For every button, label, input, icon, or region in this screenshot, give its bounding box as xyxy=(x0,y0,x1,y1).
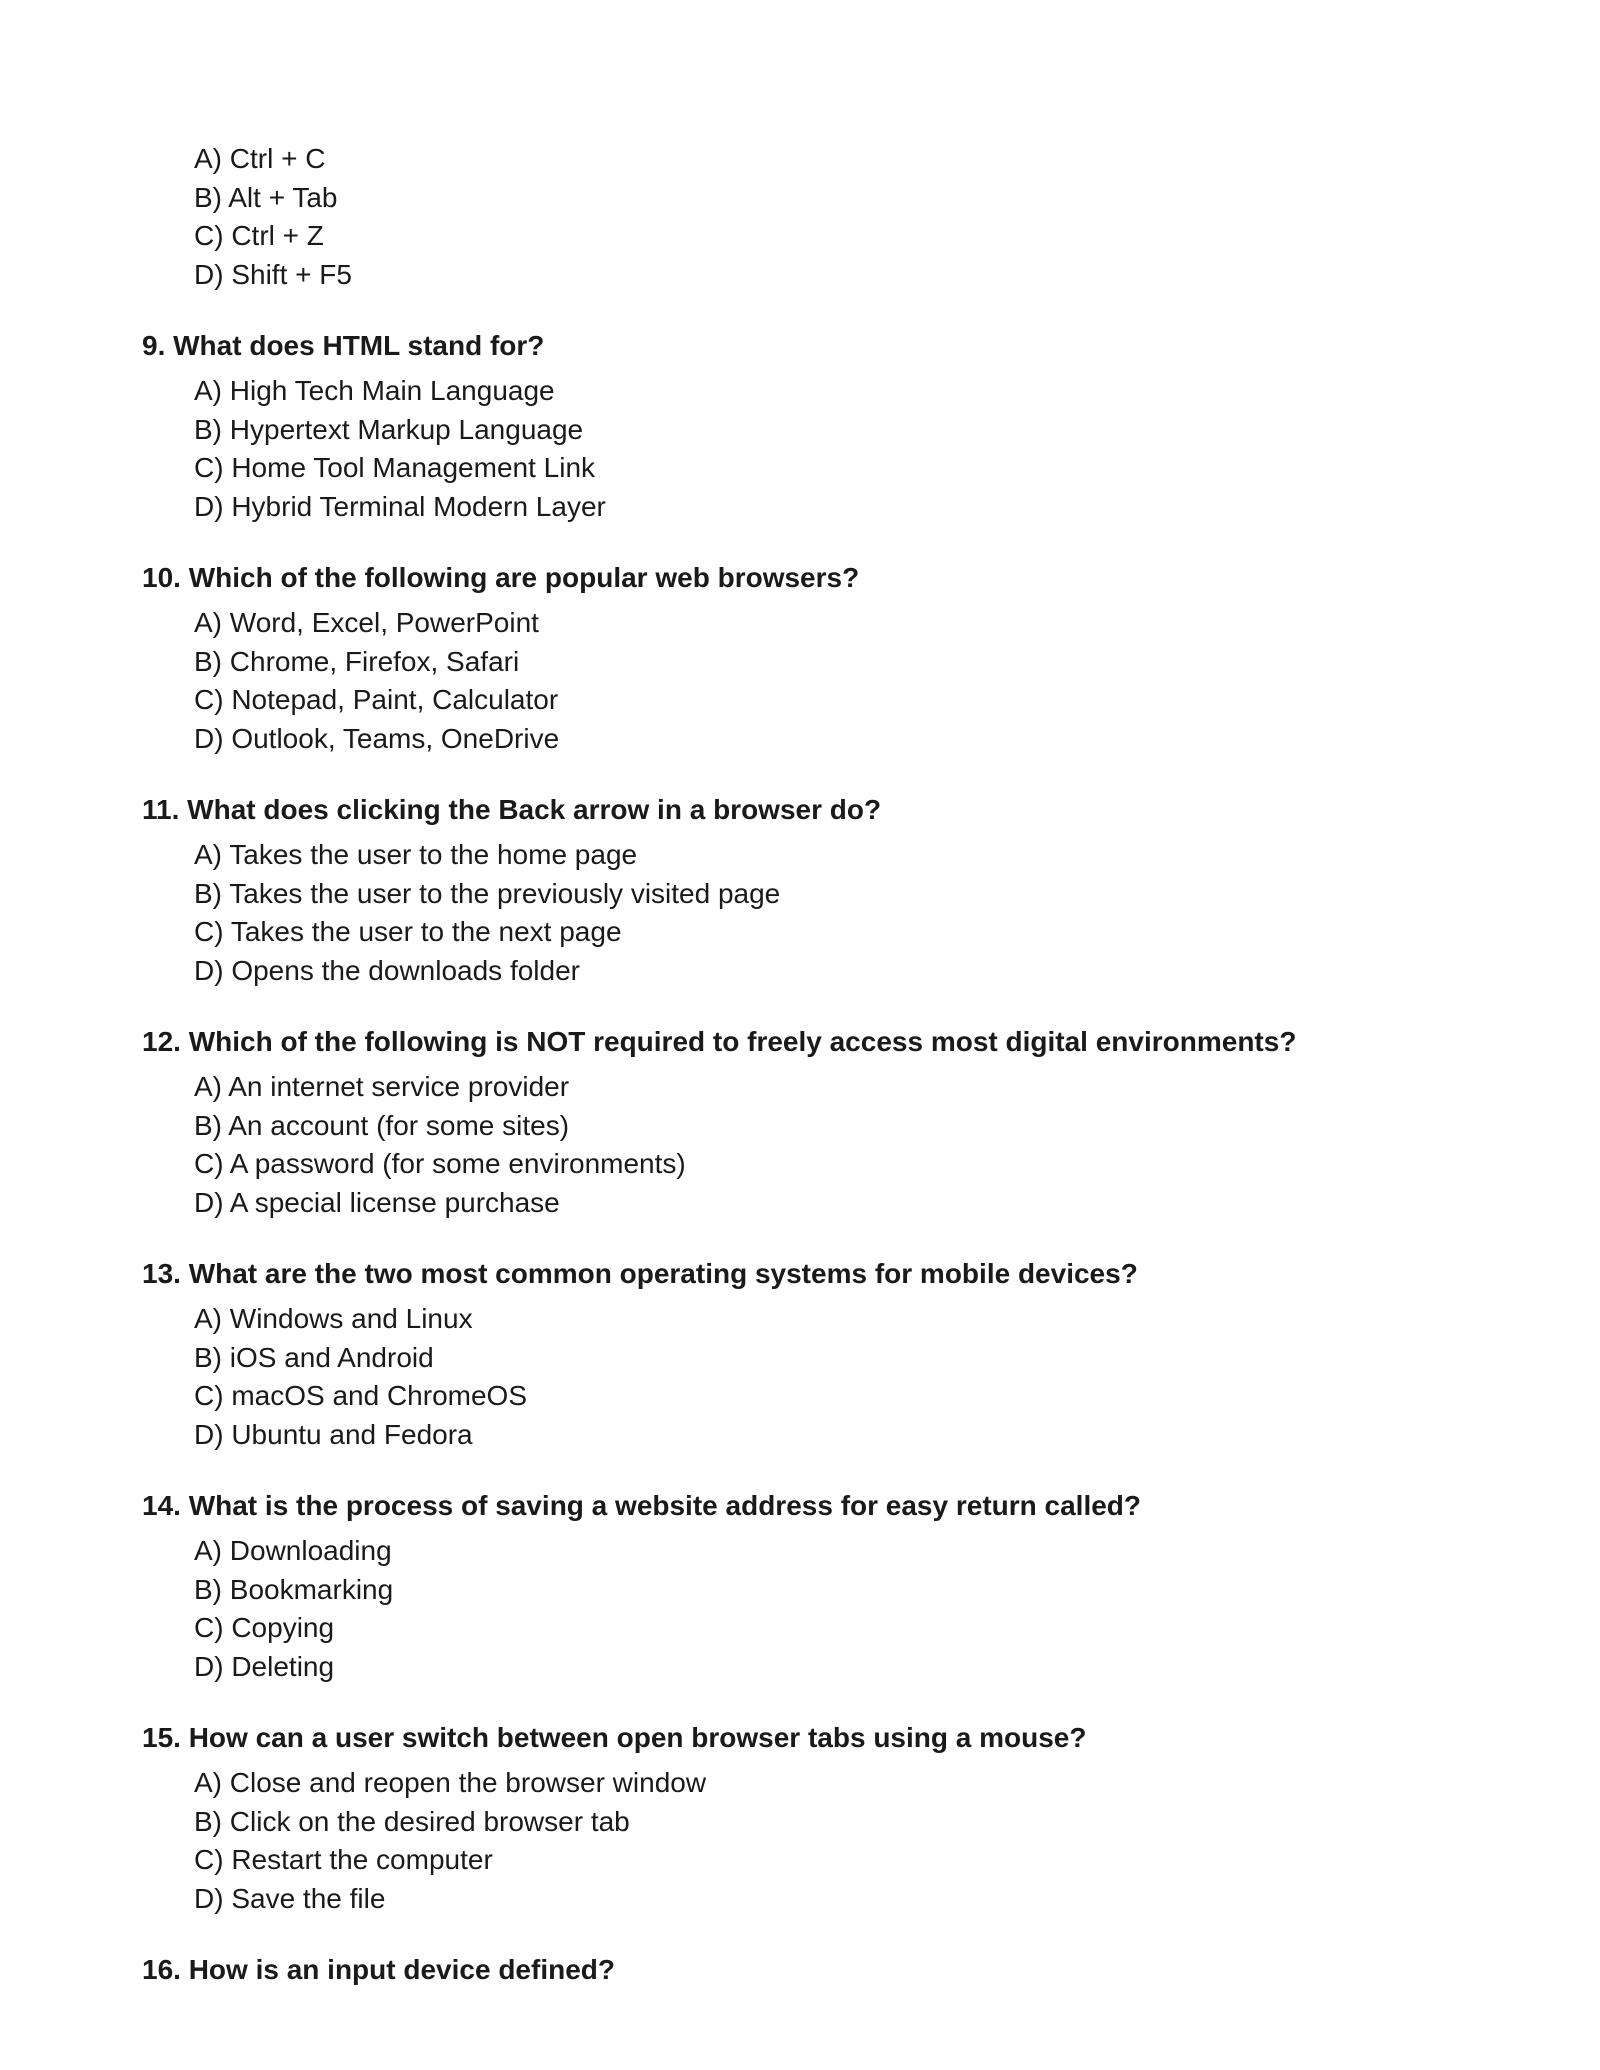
answer-option: C) Ctrl + Z xyxy=(194,220,324,251)
answer-option: C) Restart the computer xyxy=(194,1844,493,1875)
answer-option: D) Shift + F5 xyxy=(194,258,352,290)
answer-options xyxy=(194,1764,1600,1918)
question-block xyxy=(0,558,1600,758)
question-title: 9. What does HTML stand for? xyxy=(142,330,545,361)
answer-options xyxy=(194,1300,1600,1454)
question-block xyxy=(0,790,1600,990)
answer-options xyxy=(194,836,1600,990)
question-title: 11. What does clicking the Back arrow in a browser do? xyxy=(142,794,882,825)
question-list xyxy=(0,326,1600,1990)
question-title: 15. How can a user switch between open browser tabs using a mouse? xyxy=(142,1722,1087,1753)
question-block xyxy=(0,1486,1600,1686)
answer-option: C) Takes the user to the next page xyxy=(194,916,622,947)
answer-option: C) Home Tool Management Link xyxy=(194,452,596,483)
answer-option: D) Save the file xyxy=(194,1882,386,1914)
answer-option: A) Ctrl + C xyxy=(194,143,326,174)
answer-options xyxy=(194,1068,1600,1222)
answer-option: D) A special license purchase xyxy=(194,1186,560,1218)
answer-option: D) Opens the downloads folder xyxy=(194,954,580,986)
question-block xyxy=(0,1718,1600,1918)
continued-options xyxy=(194,140,1600,294)
question-title: 13. What are the two most common operating systems for mobile devices? xyxy=(142,1258,1138,1289)
answer-option: B) iOS and Android xyxy=(194,1341,434,1373)
answer-options xyxy=(194,604,1600,758)
answer-option: A) Windows and Linux xyxy=(194,1303,473,1334)
answer-options xyxy=(194,1532,1600,1686)
question-block xyxy=(0,1254,1600,1454)
answer-option: B) Bookmarking xyxy=(194,1573,394,1605)
answer-option: C) macOS and ChromeOS xyxy=(194,1380,527,1411)
answer-option: B) Alt + Tab xyxy=(194,181,338,213)
answer-options xyxy=(194,372,1600,526)
answer-option: A) Word, Excel, PowerPoint xyxy=(194,607,539,638)
question-title: 10. Which of the following are popular web browsers? xyxy=(142,562,860,593)
answer-option: A) Downloading xyxy=(194,1535,392,1566)
question-block xyxy=(0,1022,1600,1222)
answer-option: D) Deleting xyxy=(194,1650,335,1682)
question-block xyxy=(0,1950,1600,1990)
answer-option: A) Takes the user to the home page xyxy=(194,839,638,870)
question-title: 14. What is the process of saving a website address for easy return called? xyxy=(142,1490,1142,1521)
question-block xyxy=(0,326,1600,526)
answer-option: D) Ubuntu and Fedora xyxy=(194,1418,473,1450)
answer-option: B) Chrome, Firefox, Safari xyxy=(194,645,520,677)
answer-option: B) Takes the user to the previously visited page xyxy=(194,877,781,909)
answer-option: C) A password (for some environments) xyxy=(194,1148,686,1179)
answer-option: B) An account (for some sites) xyxy=(194,1109,570,1141)
answer-option: C) Copying xyxy=(194,1612,335,1643)
answer-option: C) Notepad, Paint, Calculator xyxy=(194,684,559,715)
answer-option: A) An internet service provider xyxy=(194,1071,570,1102)
answer-option: A) Close and reopen the browser window xyxy=(194,1767,707,1798)
answer-option: B) Hypertext Markup Language xyxy=(194,413,584,445)
answer-option: B) Click on the desired browser tab xyxy=(194,1805,630,1837)
answer-option: D) Hybrid Terminal Modern Layer xyxy=(194,490,606,522)
question-title: 12. Which of the following is NOT required to freely access most digital environments? xyxy=(142,1026,1297,1057)
question-title: 16. How is an input device defined? xyxy=(142,1954,615,1985)
answer-option: D) Outlook, Teams, OneDrive xyxy=(194,722,560,754)
answer-option: A) High Tech Main Language xyxy=(194,375,555,406)
